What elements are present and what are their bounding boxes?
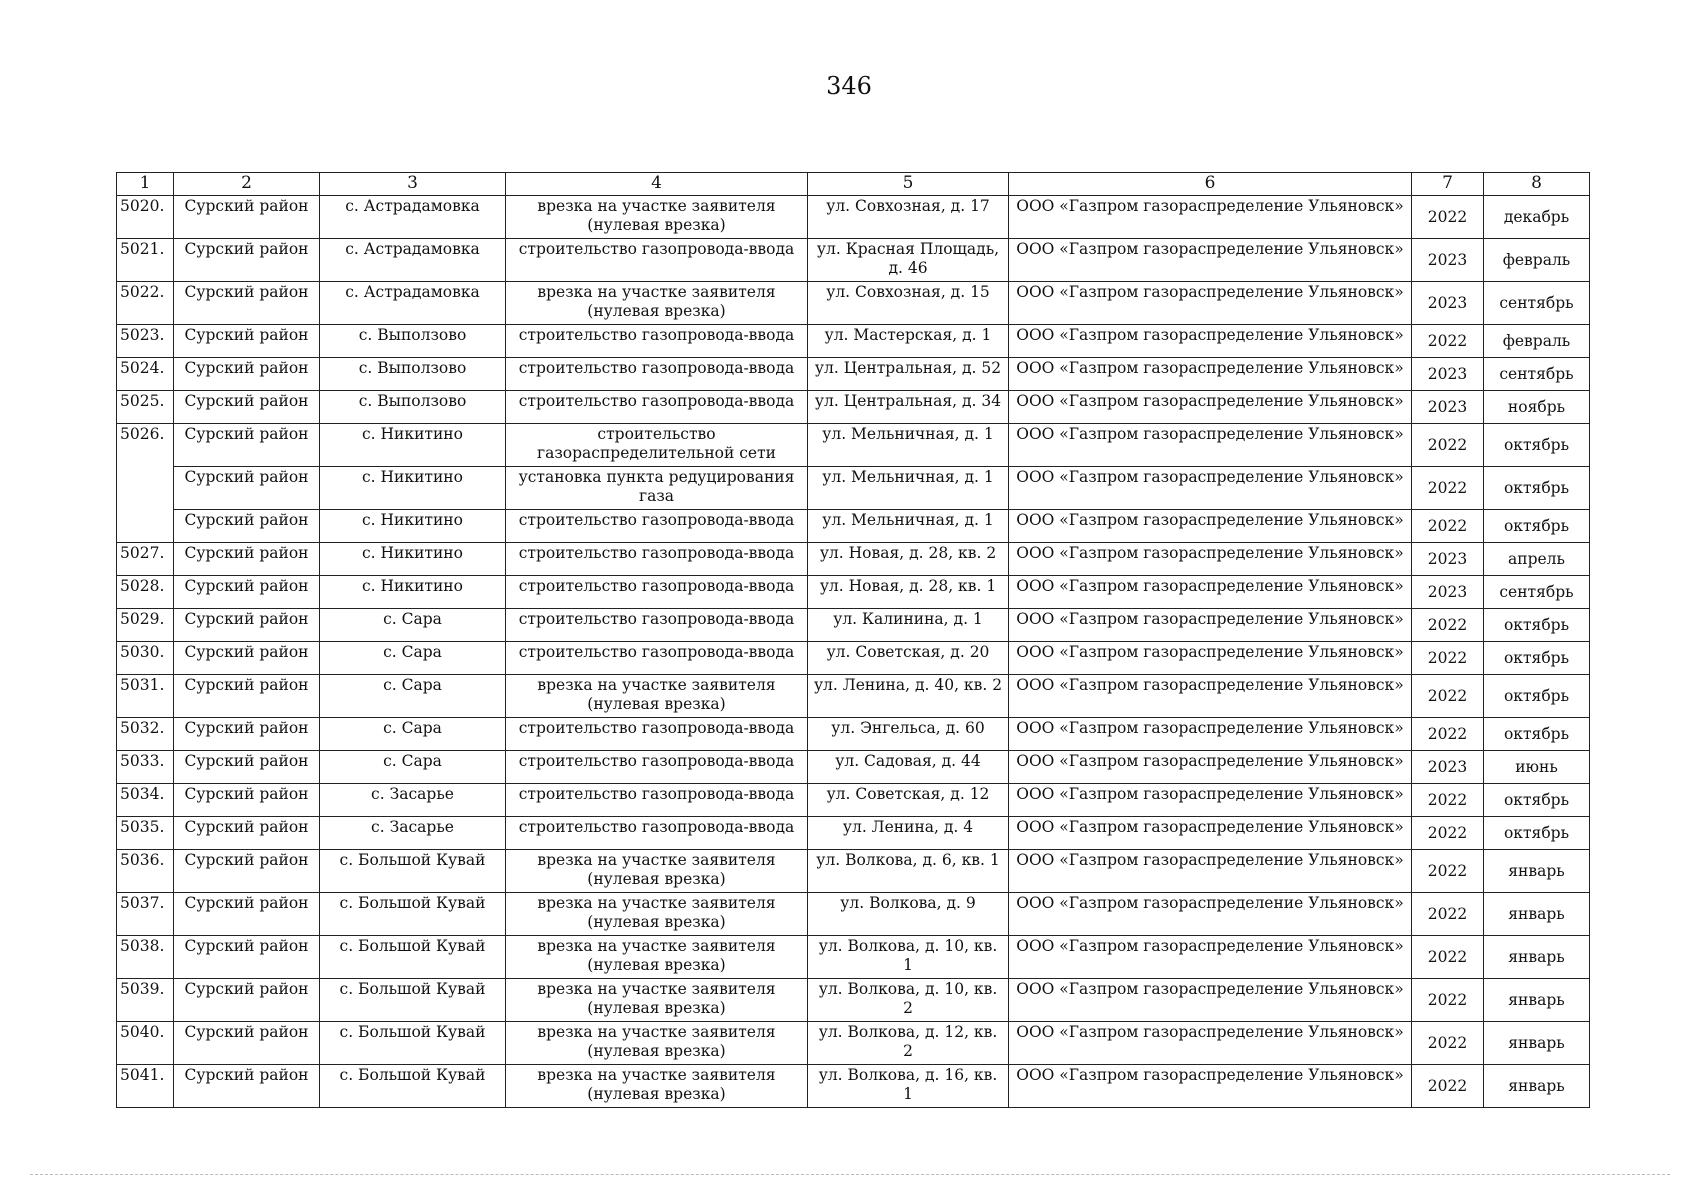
address-cell: ул. Совхозная, д. 17: [808, 196, 1009, 239]
district-cell: Сурский район: [174, 817, 320, 850]
organization-cell: ООО «Газпром газораспределение Ульяновск»: [1009, 936, 1412, 979]
address-cell: ул. Совхозная, д. 15: [808, 282, 1009, 325]
work-type-cell: установка пункта редуцирования газа: [506, 467, 808, 510]
work-type-cell: строительство газопровода-ввода: [506, 718, 808, 751]
table-row: [117, 576, 1590, 609]
organization-cell: ООО «Газпром газораспределение Ульяновск»: [1009, 718, 1412, 751]
organization-cell: ООО «Газпром газораспределение Ульяновск»: [1009, 576, 1412, 609]
organization-cell: ООО «Газпром газораспределение Ульяновск»: [1009, 391, 1412, 424]
month-cell: январь: [1484, 1022, 1590, 1065]
settlement-cell: с. Никитино: [320, 424, 506, 467]
organization-cell: ООО «Газпром газораспределение Ульяновск»: [1009, 543, 1412, 576]
year-cell: 2022: [1412, 642, 1484, 675]
table-row: [117, 358, 1590, 391]
address-cell: ул. Мельничная, д. 1: [808, 424, 1009, 467]
table-row: [117, 893, 1590, 936]
settlement-cell: с. Никитино: [320, 576, 506, 609]
organization-cell: ООО «Газпром газораспределение Ульяновск»: [1009, 751, 1412, 784]
organization-cell: ООО «Газпром газораспределение Ульяновск»: [1009, 675, 1412, 718]
year-cell: 2022: [1412, 936, 1484, 979]
district-cell: Сурский район: [174, 609, 320, 642]
organization-cell: ООО «Газпром газораспределение Ульяновск»: [1009, 239, 1412, 282]
month-cell: январь: [1484, 936, 1590, 979]
district-cell: Сурский район: [174, 784, 320, 817]
year-cell: 2022: [1412, 675, 1484, 718]
table-row: [117, 609, 1590, 642]
table-row: [117, 936, 1590, 979]
organization-cell: ООО «Газпром газораспределение Ульяновск»: [1009, 424, 1412, 467]
year-cell: 2022: [1412, 1022, 1484, 1065]
district-cell: Сурский район: [174, 467, 320, 510]
column-header: 2: [174, 173, 320, 196]
address-cell: ул. Ленина, д. 40, кв. 2: [808, 675, 1009, 718]
settlement-cell: с. Большой Кувай: [320, 1065, 506, 1108]
row-number: 5027.: [117, 543, 174, 576]
district-cell: Сурский район: [174, 510, 320, 543]
table-row: [117, 675, 1590, 718]
address-cell: ул. Советская, д. 20: [808, 642, 1009, 675]
address-cell: ул. Советская, д. 12: [808, 784, 1009, 817]
district-cell: Сурский район: [174, 1022, 320, 1065]
work-type-cell: строительство газопровода-ввода: [506, 642, 808, 675]
work-type-cell: строительство газопровода-ввода: [506, 817, 808, 850]
district-cell: Сурский район: [174, 893, 320, 936]
row-number: 5026.: [117, 424, 174, 543]
month-cell: октябрь: [1484, 510, 1590, 543]
row-number: 5024.: [117, 358, 174, 391]
row-number: 5025.: [117, 391, 174, 424]
address-cell: ул. Волкова, д. 9: [808, 893, 1009, 936]
month-cell: октябрь: [1484, 467, 1590, 510]
column-header: 7: [1412, 173, 1484, 196]
row-number: 5020.: [117, 196, 174, 239]
row-number: 5040.: [117, 1022, 174, 1065]
column-header: 3: [320, 173, 506, 196]
work-type-cell: строительство газопровода-ввода: [506, 510, 808, 543]
year-cell: 2022: [1412, 718, 1484, 751]
address-cell: ул. Мельничная, д. 1: [808, 467, 1009, 510]
year-cell: 2022: [1412, 325, 1484, 358]
table-row: [117, 979, 1590, 1022]
address-cell: ул. Мастерская, д. 1: [808, 325, 1009, 358]
month-cell: октябрь: [1484, 784, 1590, 817]
organization-cell: ООО «Газпром газораспределение Ульяновск»: [1009, 642, 1412, 675]
address-cell: ул. Садовая, д. 44: [808, 751, 1009, 784]
table-row: [117, 239, 1590, 282]
year-cell: 2022: [1412, 979, 1484, 1022]
work-type-cell: строительство газопровода-ввода: [506, 576, 808, 609]
work-type-cell: врезка на участке заявителя (нулевая врезка): [506, 850, 808, 893]
year-cell: 2023: [1412, 751, 1484, 784]
work-type-cell: врезка на участке заявителя (нулевая врезка): [506, 1065, 808, 1108]
work-type-cell: строительство газопровода-ввода: [506, 784, 808, 817]
row-number: 5037.: [117, 893, 174, 936]
work-type-cell: строительство газопровода-ввода: [506, 609, 808, 642]
address-cell: ул. Центральная, д. 52: [808, 358, 1009, 391]
address-cell: ул. Новая, д. 28, кв. 2: [808, 543, 1009, 576]
table-row: [117, 751, 1590, 784]
month-cell: октябрь: [1484, 718, 1590, 751]
header-row: [117, 173, 1590, 196]
district-cell: Сурский район: [174, 751, 320, 784]
column-header: 6: [1009, 173, 1412, 196]
table-row: [117, 325, 1590, 358]
address-cell: ул. Красная Площадь, д. 46: [808, 239, 1009, 282]
address-cell: ул. Центральная, д. 34: [808, 391, 1009, 424]
month-cell: июнь: [1484, 751, 1590, 784]
settlement-cell: с. Никитино: [320, 467, 506, 510]
settlement-cell: с. Никитино: [320, 510, 506, 543]
year-cell: 2022: [1412, 510, 1484, 543]
settlement-cell: с. Астрадамовка: [320, 282, 506, 325]
district-cell: Сурский район: [174, 325, 320, 358]
organization-cell: ООО «Газпром газораспределение Ульяновск»: [1009, 1022, 1412, 1065]
organization-cell: ООО «Газпром газораспределение Ульяновск»: [1009, 1065, 1412, 1108]
month-cell: ноябрь: [1484, 391, 1590, 424]
district-cell: Сурский район: [174, 239, 320, 282]
organization-cell: ООО «Газпром газораспределение Ульяновск»: [1009, 358, 1412, 391]
address-cell: ул. Энгельса, д. 60: [808, 718, 1009, 751]
month-cell: октябрь: [1484, 675, 1590, 718]
month-cell: октябрь: [1484, 642, 1590, 675]
row-number: 5035.: [117, 817, 174, 850]
table-row: [117, 282, 1590, 325]
year-cell: 2023: [1412, 576, 1484, 609]
organization-cell: ООО «Газпром газораспределение Ульяновск»: [1009, 196, 1412, 239]
year-cell: 2022: [1412, 817, 1484, 850]
district-cell: Сурский район: [174, 850, 320, 893]
column-header: 8: [1484, 173, 1590, 196]
year-cell: 2022: [1412, 1065, 1484, 1108]
work-type-cell: строительство газопровода-ввода: [506, 325, 808, 358]
settlement-cell: с. Сара: [320, 642, 506, 675]
settlement-cell: с. Никитино: [320, 543, 506, 576]
table-row: [117, 642, 1590, 675]
district-cell: Сурский район: [174, 282, 320, 325]
work-type-cell: врезка на участке заявителя (нулевая врезка): [506, 979, 808, 1022]
row-number: 5041.: [117, 1065, 174, 1108]
table-row: [117, 1022, 1590, 1065]
table-row: [117, 196, 1590, 239]
year-cell: 2023: [1412, 282, 1484, 325]
address-cell: ул. Волкова, д. 6, кв. 1: [808, 850, 1009, 893]
district-cell: Сурский район: [174, 543, 320, 576]
work-type-cell: строительство газопровода-ввода: [506, 391, 808, 424]
settlement-cell: с. Засарье: [320, 817, 506, 850]
organization-cell: ООО «Газпром газораспределение Ульяновск»: [1009, 784, 1412, 817]
settlement-cell: с. Сара: [320, 718, 506, 751]
organization-cell: ООО «Газпром газораспределение Ульяновск»: [1009, 893, 1412, 936]
row-number: 5036.: [117, 850, 174, 893]
month-cell: январь: [1484, 979, 1590, 1022]
row-number: 5023.: [117, 325, 174, 358]
organization-cell: ООО «Газпром газораспределение Ульяновск»: [1009, 609, 1412, 642]
district-cell: Сурский район: [174, 979, 320, 1022]
district-cell: Сурский район: [174, 196, 320, 239]
month-cell: октябрь: [1484, 817, 1590, 850]
row-number: 5031.: [117, 675, 174, 718]
month-cell: сентябрь: [1484, 358, 1590, 391]
address-cell: ул. Волкова, д. 12, кв. 2: [808, 1022, 1009, 1065]
work-type-cell: строительство газораспределительной сети: [506, 424, 808, 467]
table-row: [117, 467, 1590, 510]
row-number: 5034.: [117, 784, 174, 817]
organization-cell: ООО «Газпром газораспределение Ульяновск»: [1009, 850, 1412, 893]
settlement-cell: с. Большой Кувай: [320, 979, 506, 1022]
scan-artifact-line: [30, 1174, 1670, 1176]
address-cell: ул. Волкова, д. 10, кв. 1: [808, 936, 1009, 979]
district-cell: Сурский район: [174, 576, 320, 609]
year-cell: 2022: [1412, 424, 1484, 467]
table-row: [117, 817, 1590, 850]
district-cell: Сурский район: [174, 1065, 320, 1108]
row-number: 5021.: [117, 239, 174, 282]
settlement-cell: с. Астрадамовка: [320, 239, 506, 282]
address-cell: ул. Новая, д. 28, кв. 1: [808, 576, 1009, 609]
work-type-cell: врезка на участке заявителя (нулевая врезка): [506, 893, 808, 936]
row-number: 5032.: [117, 718, 174, 751]
settlement-cell: с. Сара: [320, 675, 506, 718]
work-type-cell: строительство газопровода-ввода: [506, 751, 808, 784]
organization-cell: ООО «Газпром газораспределение Ульяновск»: [1009, 282, 1412, 325]
settlement-cell: с. Выползово: [320, 391, 506, 424]
month-cell: январь: [1484, 893, 1590, 936]
work-type-cell: врезка на участке заявителя (нулевая врезка): [506, 196, 808, 239]
column-header: 5: [808, 173, 1009, 196]
work-type-cell: врезка на участке заявителя (нулевая врезка): [506, 936, 808, 979]
table-row: [117, 850, 1590, 893]
address-cell: ул. Волкова, д. 10, кв. 2: [808, 979, 1009, 1022]
address-cell: ул. Ленина, д. 4: [808, 817, 1009, 850]
month-cell: октябрь: [1484, 609, 1590, 642]
organization-cell: ООО «Газпром газораспределение Ульяновск»: [1009, 817, 1412, 850]
district-cell: Сурский район: [174, 936, 320, 979]
row-number: 5030.: [117, 642, 174, 675]
page-number: 346: [826, 72, 872, 100]
settlement-cell: с. Астрадамовка: [320, 196, 506, 239]
month-cell: февраль: [1484, 239, 1590, 282]
district-cell: Сурский район: [174, 642, 320, 675]
row-number: 5039.: [117, 979, 174, 1022]
year-cell: 2022: [1412, 784, 1484, 817]
year-cell: 2022: [1412, 609, 1484, 642]
settlement-cell: с. Сара: [320, 751, 506, 784]
table-row: [117, 391, 1590, 424]
settlement-cell: с. Выползово: [320, 358, 506, 391]
settlement-cell: с. Выползово: [320, 325, 506, 358]
organization-cell: ООО «Газпром газораспределение Ульяновск»: [1009, 467, 1412, 510]
work-type-cell: строительство газопровода-ввода: [506, 239, 808, 282]
district-cell: Сурский район: [174, 391, 320, 424]
month-cell: сентябрь: [1484, 282, 1590, 325]
organization-cell: ООО «Газпром газораспределение Ульяновск»: [1009, 510, 1412, 543]
year-cell: 2023: [1412, 391, 1484, 424]
organization-cell: ООО «Газпром газораспределение Ульяновск»: [1009, 325, 1412, 358]
month-cell: январь: [1484, 1065, 1590, 1108]
column-header: 4: [506, 173, 808, 196]
table-row: [117, 424, 1590, 467]
table-row: [117, 718, 1590, 751]
organization-cell: ООО «Газпром газораспределение Ульяновск»: [1009, 979, 1412, 1022]
month-cell: сентябрь: [1484, 576, 1590, 609]
address-cell: ул. Мельничная, д. 1: [808, 510, 1009, 543]
address-cell: ул. Калинина, д. 1: [808, 609, 1009, 642]
work-type-cell: строительство газопровода-ввода: [506, 358, 808, 391]
row-number: 5028.: [117, 576, 174, 609]
table-row: [117, 543, 1590, 576]
address-cell: ул. Волкова, д. 16, кв. 1: [808, 1065, 1009, 1108]
year-cell: 2023: [1412, 239, 1484, 282]
table-row: [117, 784, 1590, 817]
settlement-cell: с. Большой Кувай: [320, 936, 506, 979]
settlement-cell: с. Большой Кувай: [320, 850, 506, 893]
gasification-table: [116, 172, 1590, 1108]
month-cell: декабрь: [1484, 196, 1590, 239]
year-cell: 2022: [1412, 893, 1484, 936]
year-cell: 2022: [1412, 196, 1484, 239]
work-type-cell: врезка на участке заявителя (нулевая врезка): [506, 282, 808, 325]
year-cell: 2022: [1412, 467, 1484, 510]
district-cell: Сурский район: [174, 358, 320, 391]
year-cell: 2023: [1412, 358, 1484, 391]
month-cell: январь: [1484, 850, 1590, 893]
month-cell: апрель: [1484, 543, 1590, 576]
table-row: [117, 510, 1590, 543]
year-cell: 2023: [1412, 543, 1484, 576]
work-type-cell: строительство газопровода-ввода: [506, 543, 808, 576]
settlement-cell: с. Большой Кувай: [320, 1022, 506, 1065]
work-type-cell: врезка на участке заявителя (нулевая врезка): [506, 1022, 808, 1065]
table-row: [117, 1065, 1590, 1108]
row-number: 5022.: [117, 282, 174, 325]
row-number: 5029.: [117, 609, 174, 642]
settlement-cell: с. Засарье: [320, 784, 506, 817]
row-number: 5038.: [117, 936, 174, 979]
month-cell: октябрь: [1484, 424, 1590, 467]
work-type-cell: врезка на участке заявителя (нулевая врезка): [506, 675, 808, 718]
year-cell: 2022: [1412, 850, 1484, 893]
district-cell: Сурский район: [174, 718, 320, 751]
district-cell: Сурский район: [174, 675, 320, 718]
settlement-cell: с. Большой Кувай: [320, 893, 506, 936]
district-cell: Сурский район: [174, 424, 320, 467]
column-header: 1: [117, 173, 174, 196]
settlement-cell: с. Сара: [320, 609, 506, 642]
row-number: 5033.: [117, 751, 174, 784]
month-cell: февраль: [1484, 325, 1590, 358]
